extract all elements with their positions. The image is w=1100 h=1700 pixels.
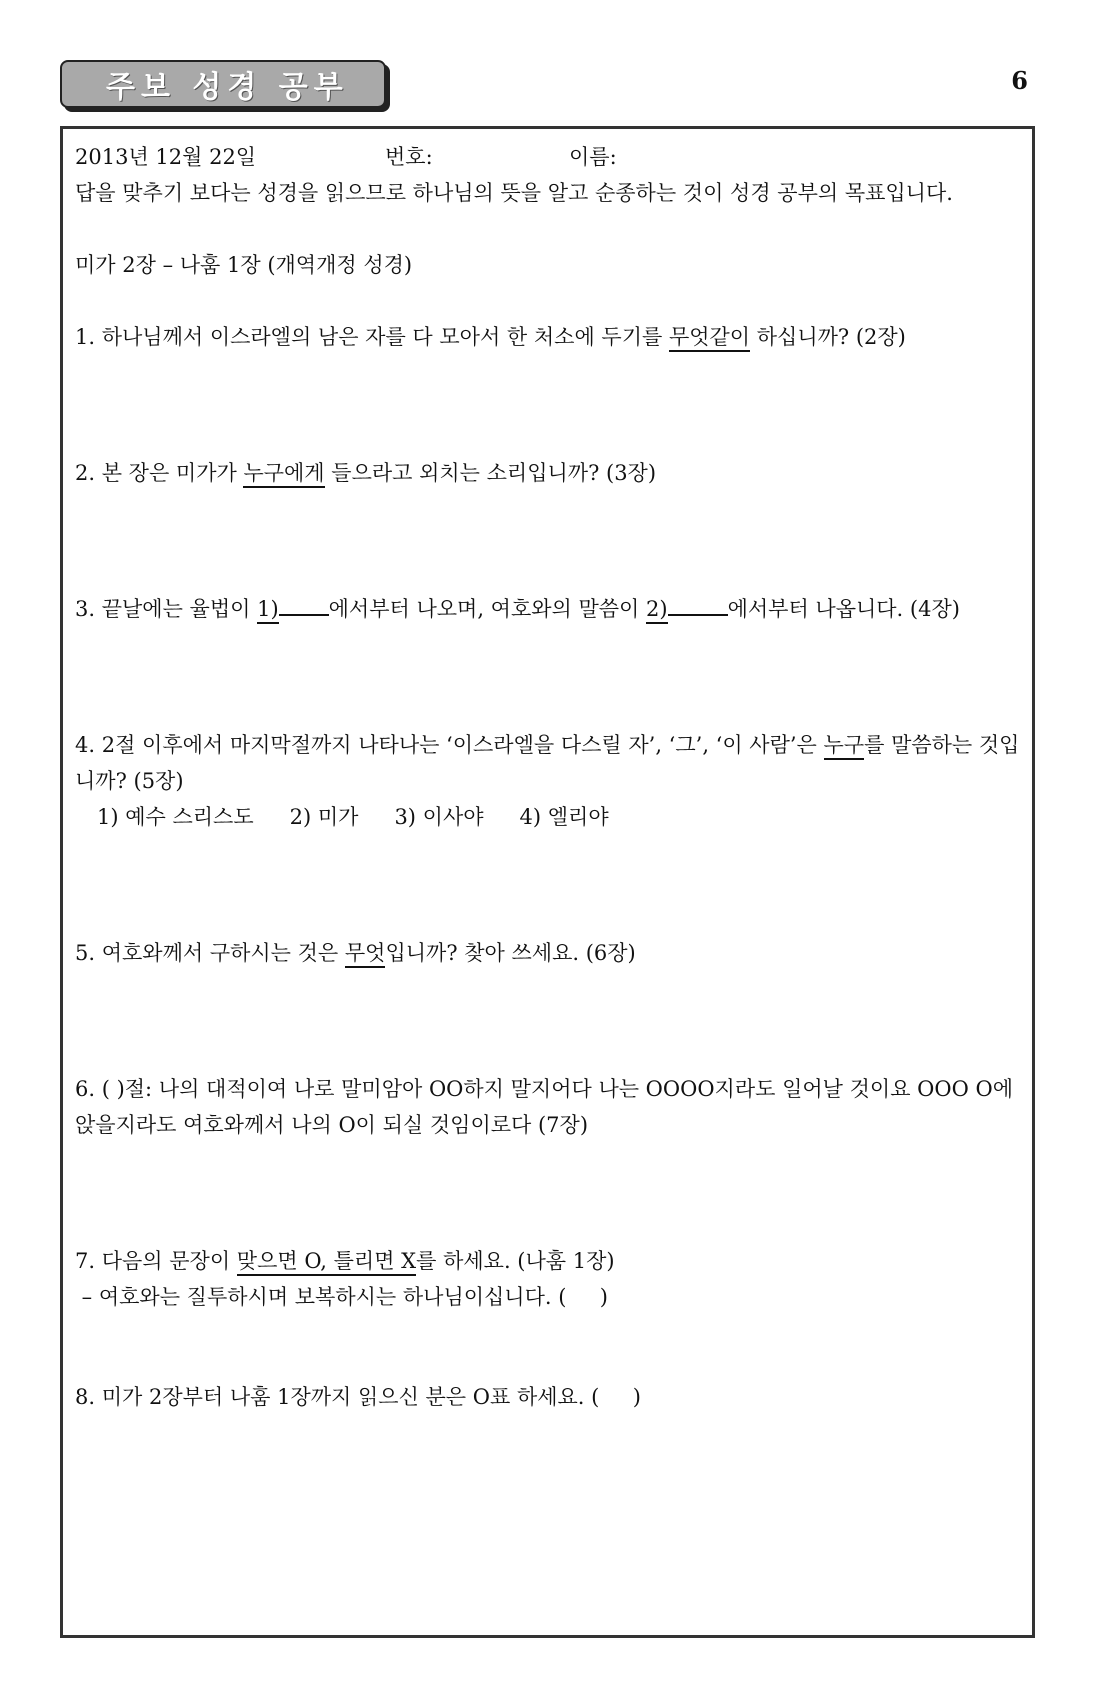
choice-2: 2) 미가 <box>289 805 359 829</box>
choice-4: 4) 엘리야 <box>519 805 609 829</box>
question-2: 2. 본 장은 미가가 누구에게 들으라고 외치는 소리입니까? (3장) <box>75 455 1020 491</box>
question-6: 6. ( )절: 나의 대적이여 나로 말미암아 OO하지 말지어다 나는 OOOO지라도 일어날 것이요 OOO O에 앉을지라도 여호와께서 나의 O이 되실 것임이로다 (7장) <box>75 1077 1013 1137</box>
question-4-keyword: 누구 <box>824 733 865 760</box>
blank-1-line <box>279 613 329 616</box>
question-8: 8. 미가 2장부터 나훔 1장까지 읽으신 분은 O표 하세요. ( ) <box>75 1385 641 1409</box>
section-title-tab <box>60 60 386 108</box>
scope-text: 미가 2장 – 나훔 1장 (개역개정 성경) <box>75 253 413 277</box>
question-1-keyword: 무엇같이 <box>669 325 750 352</box>
page-number: 6 <box>1011 66 1028 95</box>
blank-2-line <box>668 613 728 616</box>
info-row <box>75 139 1020 175</box>
date: 2013년 12월 22일 <box>75 145 257 169</box>
question-3: 3. 끝날에는 율법이 1) 에서부터 나오며, 여호와의 말씀이 2) 에서부터 나옵니다. (4장) <box>75 591 1020 627</box>
number-label: 번호: <box>385 145 433 169</box>
question-4: 4. 2절 이후에서 마지막절까지 나타나는 ‘이스라엘을 다스릴 자’, ‘그’, ‘이 사람’은 누구를 말씀하는 것입니까? (5장) <box>75 733 1020 793</box>
blank-1: 1) <box>257 597 279 624</box>
question-5: 5. 여호와께서 구하시는 것은 무엇입니까? 찾아 쓰세요. (6장) <box>75 935 1020 971</box>
question-7: 7. 다음의 문장이 맞으면 O, 틀리면 X를 하세요. (나훔 1장) <box>75 1243 1020 1279</box>
question-4-choices <box>75 799 1020 835</box>
blank-2: 2) <box>646 597 668 624</box>
choice-1: 1) 예수 스리스도 <box>97 805 254 829</box>
worksheet-box <box>60 126 1035 1638</box>
choice-3: 3) 이사야 <box>394 805 484 829</box>
question-2-keyword: 누구에게 <box>243 461 324 488</box>
section-title: 주보 성경 공부 <box>106 70 349 105</box>
worksheet-content <box>75 139 1020 1415</box>
intro-text: 답을 맞추기 보다는 성경을 읽으므로 하나님의 뜻을 알고 순종하는 것이 성경 공부의 목표입니다. <box>75 181 953 205</box>
question-5-keyword: 무엇 <box>345 941 386 968</box>
question-7-keyword: 맞으면 O, 틀리면 X <box>237 1249 416 1276</box>
question-7-statement: – 여호와는 질투하시며 보복하시는 하나님이십니다. ( ) <box>75 1285 608 1309</box>
name-label: 이름: <box>569 145 617 169</box>
question-1: 1. 하나님께서 이스라엘의 남은 자를 다 모아서 한 처소에 두기를 무엇같이 하십니까? (2장) <box>75 319 1020 355</box>
